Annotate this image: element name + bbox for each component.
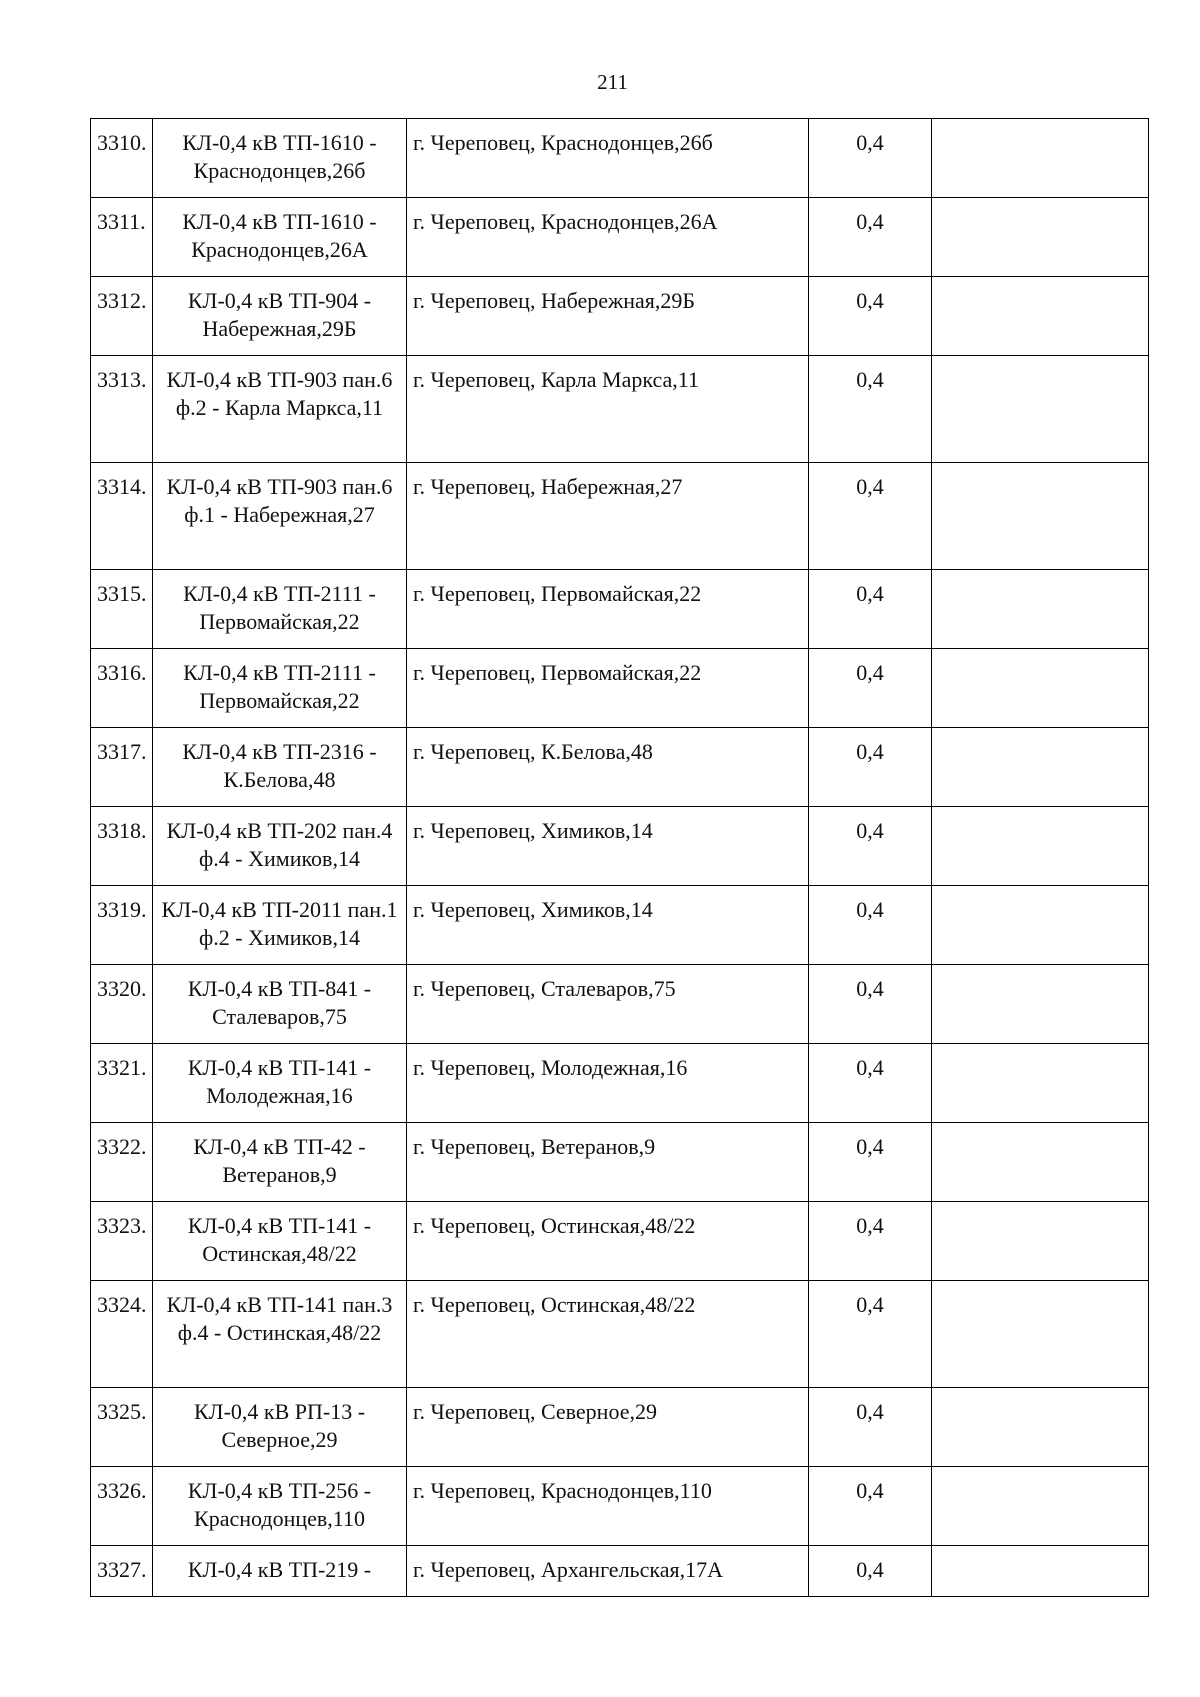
cable-line-name: КЛ-0,4 кВ ТП-2011 пан.1 ф.2 - Химиков,14 — [153, 886, 407, 965]
table-row — [91, 356, 1149, 463]
voltage-kv: 0,4 — [809, 728, 932, 807]
cable-line-name: КЛ-0,4 кВ ТП-904 - Набережная,29Б — [153, 277, 407, 356]
address: г. Череповец, Карла Маркса,11 — [407, 356, 809, 463]
table-row — [91, 277, 1149, 356]
empty-cell — [932, 356, 1149, 463]
voltage-kv: 0,4 — [809, 649, 932, 728]
table-row — [91, 463, 1149, 570]
voltage-kv: 0,4 — [809, 807, 932, 886]
address: г. Череповец, Сталеваров,75 — [407, 965, 809, 1044]
row-number: 3318. — [91, 807, 153, 886]
empty-cell — [932, 649, 1149, 728]
row-number: 3310. — [91, 119, 153, 198]
table-row — [91, 1202, 1149, 1281]
row-number: 3315. — [91, 570, 153, 649]
empty-cell — [932, 1546, 1149, 1597]
voltage-kv: 0,4 — [809, 570, 932, 649]
empty-cell — [932, 570, 1149, 649]
table-row — [91, 1388, 1149, 1467]
address: г. Череповец, Остинская,48/22 — [407, 1202, 809, 1281]
cable-line-name: КЛ-0,4 кВ ТП-2111 - Первомайская,22 — [153, 570, 407, 649]
cable-line-name: КЛ-0,4 кВ ТП-141 - Молодежная,16 — [153, 1044, 407, 1123]
voltage-kv: 0,4 — [809, 1044, 932, 1123]
empty-cell — [932, 1467, 1149, 1546]
empty-cell — [932, 886, 1149, 965]
voltage-kv: 0,4 — [809, 1123, 932, 1202]
row-number: 3323. — [91, 1202, 153, 1281]
table-row — [91, 1546, 1149, 1597]
cable-line-name: КЛ-0,4 кВ ТП-1610 - Краснодонцев,26б — [153, 119, 407, 198]
empty-cell — [932, 965, 1149, 1044]
row-number: 3314. — [91, 463, 153, 570]
row-number: 3326. — [91, 1467, 153, 1546]
address: г. Череповец, Набережная,29Б — [407, 277, 809, 356]
address: г. Череповец, Северное,29 — [407, 1388, 809, 1467]
cable-line-name: КЛ-0,4 кВ ТП-841 - Сталеваров,75 — [153, 965, 407, 1044]
address: г. Череповец, Молодежная,16 — [407, 1044, 809, 1123]
page-number: 211 — [597, 70, 628, 94]
table-row — [91, 198, 1149, 277]
row-number: 3324. — [91, 1281, 153, 1388]
row-number: 3312. — [91, 277, 153, 356]
table-row — [91, 119, 1149, 198]
table-row — [91, 1467, 1149, 1546]
address: г. Череповец, Набережная,27 — [407, 463, 809, 570]
address: г. Череповец, Первомайская,22 — [407, 649, 809, 728]
table-row — [91, 1281, 1149, 1388]
voltage-kv: 0,4 — [809, 277, 932, 356]
cable-line-name: КЛ-0,4 кВ ТП-903 пан.6 ф.2 - Карла Маркса,11 — [153, 356, 407, 463]
row-number: 3322. — [91, 1123, 153, 1202]
empty-cell — [932, 728, 1149, 807]
empty-cell — [932, 119, 1149, 198]
row-number: 3320. — [91, 965, 153, 1044]
row-number: 3311. — [91, 198, 153, 277]
voltage-kv: 0,4 — [809, 1202, 932, 1281]
address: г. Череповец, Химиков,14 — [407, 886, 809, 965]
voltage-kv: 0,4 — [809, 119, 932, 198]
address: г. Череповец, Архангельская,17А — [407, 1546, 809, 1597]
cable-line-name: КЛ-0,4 кВ ТП-141 - Остинская,48/22 — [153, 1202, 407, 1281]
voltage-kv: 0,4 — [809, 1388, 932, 1467]
address: г. Череповец, Краснодонцев,26б — [407, 119, 809, 198]
table-row — [91, 1044, 1149, 1123]
cable-line-name: КЛ-0,4 кВ РП-13 - Северное,29 — [153, 1388, 407, 1467]
row-number: 3313. — [91, 356, 153, 463]
address: г. Череповец, Ветеранов,9 — [407, 1123, 809, 1202]
row-number: 3325. — [91, 1388, 153, 1467]
voltage-kv: 0,4 — [809, 1281, 932, 1388]
cable-line-table — [90, 118, 1149, 1597]
cable-line-name: КЛ-0,4 кВ ТП-219 - — [153, 1546, 407, 1597]
address: г. Череповец, Остинская,48/22 — [407, 1281, 809, 1388]
table-row — [91, 886, 1149, 965]
cable-line-name: КЛ-0,4 кВ ТП-202 пан.4 ф.4 - Химиков,14 — [153, 807, 407, 886]
address: г. Череповец, Первомайская,22 — [407, 570, 809, 649]
empty-cell — [932, 1388, 1149, 1467]
table-row — [91, 570, 1149, 649]
voltage-kv: 0,4 — [809, 965, 932, 1044]
cable-line-name: КЛ-0,4 кВ ТП-141 пан.3 ф.4 - Остинская,48/22 — [153, 1281, 407, 1388]
cable-line-name: КЛ-0,4 кВ ТП-2111 - Первомайская,22 — [153, 649, 407, 728]
row-number: 3321. — [91, 1044, 153, 1123]
voltage-kv: 0,4 — [809, 463, 932, 570]
table-row — [91, 807, 1149, 886]
cable-line-name: КЛ-0,4 кВ ТП-2316 - К.Белова,48 — [153, 728, 407, 807]
row-number: 3316. — [91, 649, 153, 728]
empty-cell — [932, 807, 1149, 886]
voltage-kv: 0,4 — [809, 356, 932, 463]
cable-line-name: КЛ-0,4 кВ ТП-256 - Краснодонцев,110 — [153, 1467, 407, 1546]
table-row — [91, 728, 1149, 807]
table-row — [91, 965, 1149, 1044]
row-number: 3327. — [91, 1546, 153, 1597]
voltage-kv: 0,4 — [809, 1546, 932, 1597]
voltage-kv: 0,4 — [809, 198, 932, 277]
empty-cell — [932, 1123, 1149, 1202]
empty-cell — [932, 1202, 1149, 1281]
row-number: 3319. — [91, 886, 153, 965]
table-row — [91, 1123, 1149, 1202]
address: г. Череповец, К.Белова,48 — [407, 728, 809, 807]
cable-line-name: КЛ-0,4 кВ ТП-903 пан.6 ф.1 - Набережная,27 — [153, 463, 407, 570]
empty-cell — [932, 198, 1149, 277]
address: г. Череповец, Краснодонцев,26А — [407, 198, 809, 277]
empty-cell — [932, 277, 1149, 356]
table-row — [91, 649, 1149, 728]
address: г. Череповец, Краснодонцев,110 — [407, 1467, 809, 1546]
empty-cell — [932, 463, 1149, 570]
voltage-kv: 0,4 — [809, 886, 932, 965]
row-number: 3317. — [91, 728, 153, 807]
voltage-kv: 0,4 — [809, 1467, 932, 1546]
empty-cell — [932, 1044, 1149, 1123]
cable-line-name: КЛ-0,4 кВ ТП-42 - Ветеранов,9 — [153, 1123, 407, 1202]
address: г. Череповец, Химиков,14 — [407, 807, 809, 886]
cable-line-name: КЛ-0,4 кВ ТП-1610 - Краснодонцев,26А — [153, 198, 407, 277]
empty-cell — [932, 1281, 1149, 1388]
